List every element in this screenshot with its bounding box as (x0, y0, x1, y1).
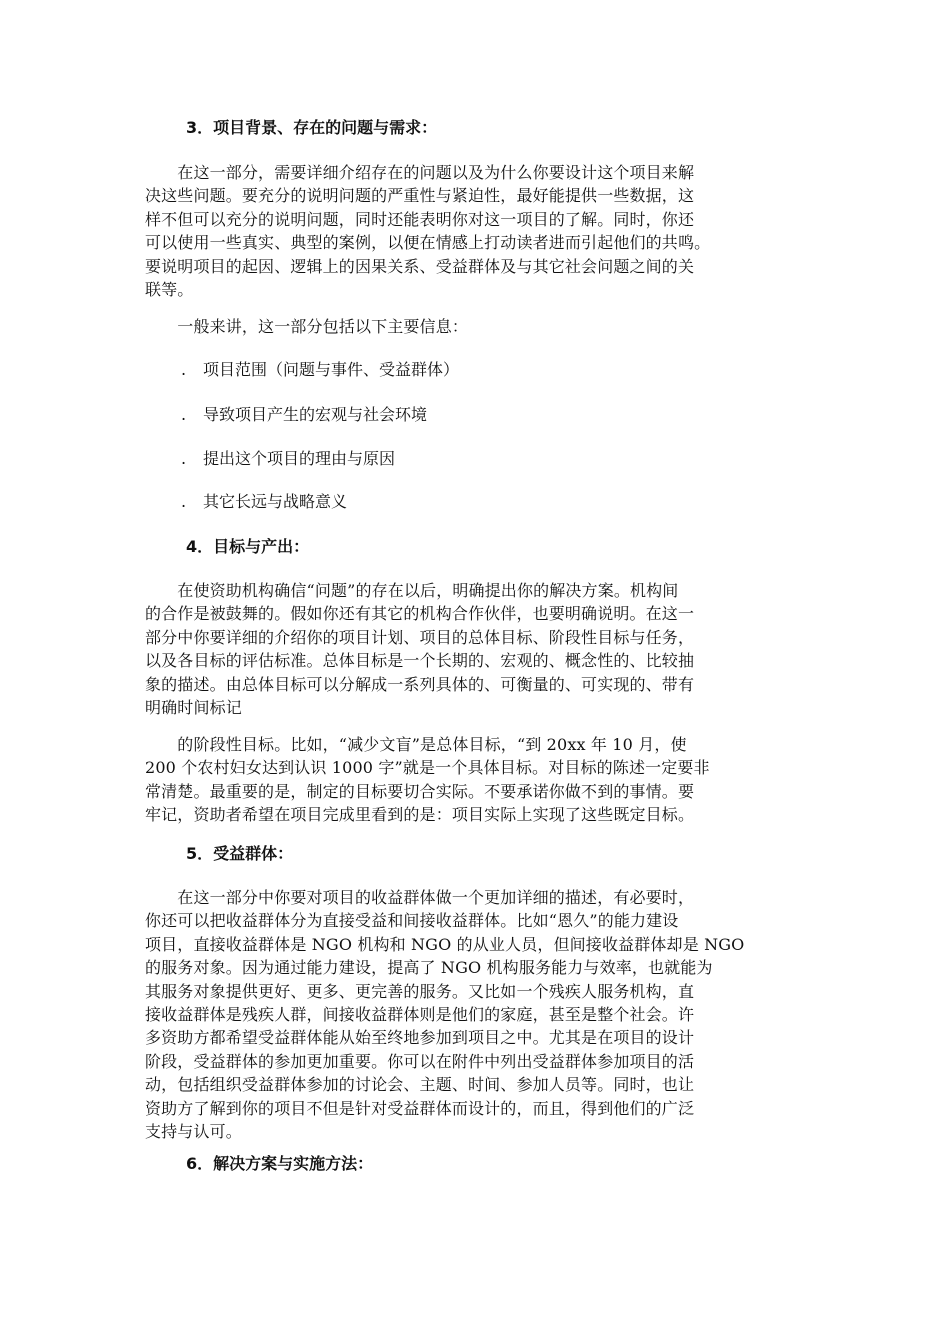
text-line: 联等。 (145, 279, 194, 299)
section-3-paragraph-2 (145, 315, 805, 338)
text-line: 一般来讲，这一部分包括以下主要信息： (145, 317, 469, 336)
section-3-paragraph-1 (145, 161, 805, 301)
text-line: 可以使用一些真实、典型的案例，以便在情感上打动读者进而引起他们的共鸣。 (145, 233, 711, 253)
text-line: 你还可以把收益群体分为直接受益和间接收益群体。比如“恩久”的能力建设 (145, 911, 679, 931)
text-line: 部分中你要详细的介绍你的项目计划、项目的总体目标、阶段性目标与任务， (145, 627, 695, 647)
text-line: 接收益群体是残疾人群，间接收益群体则是他们的家庭，甚至是整个社会。许 (145, 1004, 695, 1024)
text-line: 要说明项目的起因、逻辑上的因果关系、受益群体及与其它社会问题之间的关 (145, 256, 695, 276)
text-line: 常清楚。最重要的是，制定的目标要切合实际。不要承诺你做不到的事情。要 (145, 781, 695, 801)
section-3-heading: 3．项目背景、存在的问题与需求： (186, 118, 438, 137)
bullet-marker: . (181, 449, 187, 468)
text-line: 的阶段性目标。比如，“减少文盲”是总体目标，“到 20xx 年 10 月，使 (145, 735, 687, 754)
bullet-text: 提出这个项目的理由与原因 (203, 449, 396, 468)
text-line: 的合作是被鼓舞的。假如你还有其它的机构合作伙伴，也要明确说明。在这一 (145, 604, 695, 624)
text-line: 阶段，受益群体的参加更加重要。你可以在附件中列出受益群体参加项目的活 (145, 1051, 695, 1071)
section-4-heading: 4．目标与产出： (186, 537, 310, 556)
section-5-heading: 5．受益群体： (186, 844, 294, 863)
text-line: 牢记，资助者希望在项目完成里看到的是：项目实际上实现了这些既定目标。 (145, 805, 695, 825)
text-line: 项目，直接收益群体是 NGO 机构和 NGO 的从业人员，但间接收益群体却是 NGO (145, 934, 745, 954)
text-line: 资助方了解到你的项目不但是针对受益群体而设计的，而且，得到他们的广泛 (145, 1098, 695, 1118)
bullet-text: 其它长远与战略意义 (203, 492, 348, 511)
text-line: 动，包括组织受益群体参加的讨论会、主题、时间、参加人员等。同时，也让 (145, 1075, 695, 1095)
section-4-paragraph-2 (145, 733, 805, 827)
section-5-paragraph-1 (145, 886, 805, 1143)
bullet-item (181, 403, 781, 427)
text-line: 样不但可以充分的说明问题，同时还能表明你对这一项目的了解。同时，你还 (145, 209, 695, 229)
text-line: 200 个农村妇女达到认识 1000 字”就是一个具体目标。对目标的陈述一定要非 (145, 758, 710, 778)
text-line: 支持与认可。 (145, 1121, 242, 1141)
text-line: 在使资助机构确信“问题”的存在以后，明确提出你的解决方案。机构间 (145, 581, 679, 600)
bullet-marker: . (181, 360, 187, 379)
bullet-text: 项目范围（问题与事件、受益群体） (203, 360, 460, 379)
bullet-item (181, 447, 781, 471)
text-line: 象的描述。由总体目标可以分解成一系列具体的、可衡量的、可实现的、带有 (145, 674, 695, 694)
text-line: 在这一部分中你要对项目的收益群体做一个更加详细的描述，有必要时， (145, 888, 695, 907)
bullet-marker: . (181, 492, 187, 511)
text-line: 决这些问题。要充分的说明问题的严重性与紧迫性，最好能提供一些数据，这 (145, 186, 695, 206)
text-line: 其服务对象提供更好、更多、更完善的服务。又比如一个残疾人服务机构，直 (145, 981, 695, 1001)
text-line: 多资助方都希望受益群体能从始至终地参加到项目之中。尤其是在项目的设计 (145, 1028, 695, 1048)
section-6-heading: 6．解决方案与实施方法： (186, 1154, 374, 1173)
text-line: 明确时间标记 (145, 697, 242, 717)
text-line: 的服务对象。因为通过能力建设，提高了 NGO 机构服务能力与效率，也就能为 (145, 958, 713, 978)
text-line: 以及各目标的评估标准。总体目标是一个长期的、宏观的、概念性的、比较抽 (145, 651, 695, 671)
bullet-marker: . (181, 405, 187, 424)
bullet-item (181, 490, 781, 514)
section-4-paragraph-1 (145, 579, 805, 719)
bullet-item (181, 358, 781, 382)
bullet-text: 导致项目产生的宏观与社会环境 (203, 405, 428, 424)
text-line: 在这一部分，需要详细介绍存在的问题以及为什么你要设计这个项目来解 (145, 163, 695, 182)
